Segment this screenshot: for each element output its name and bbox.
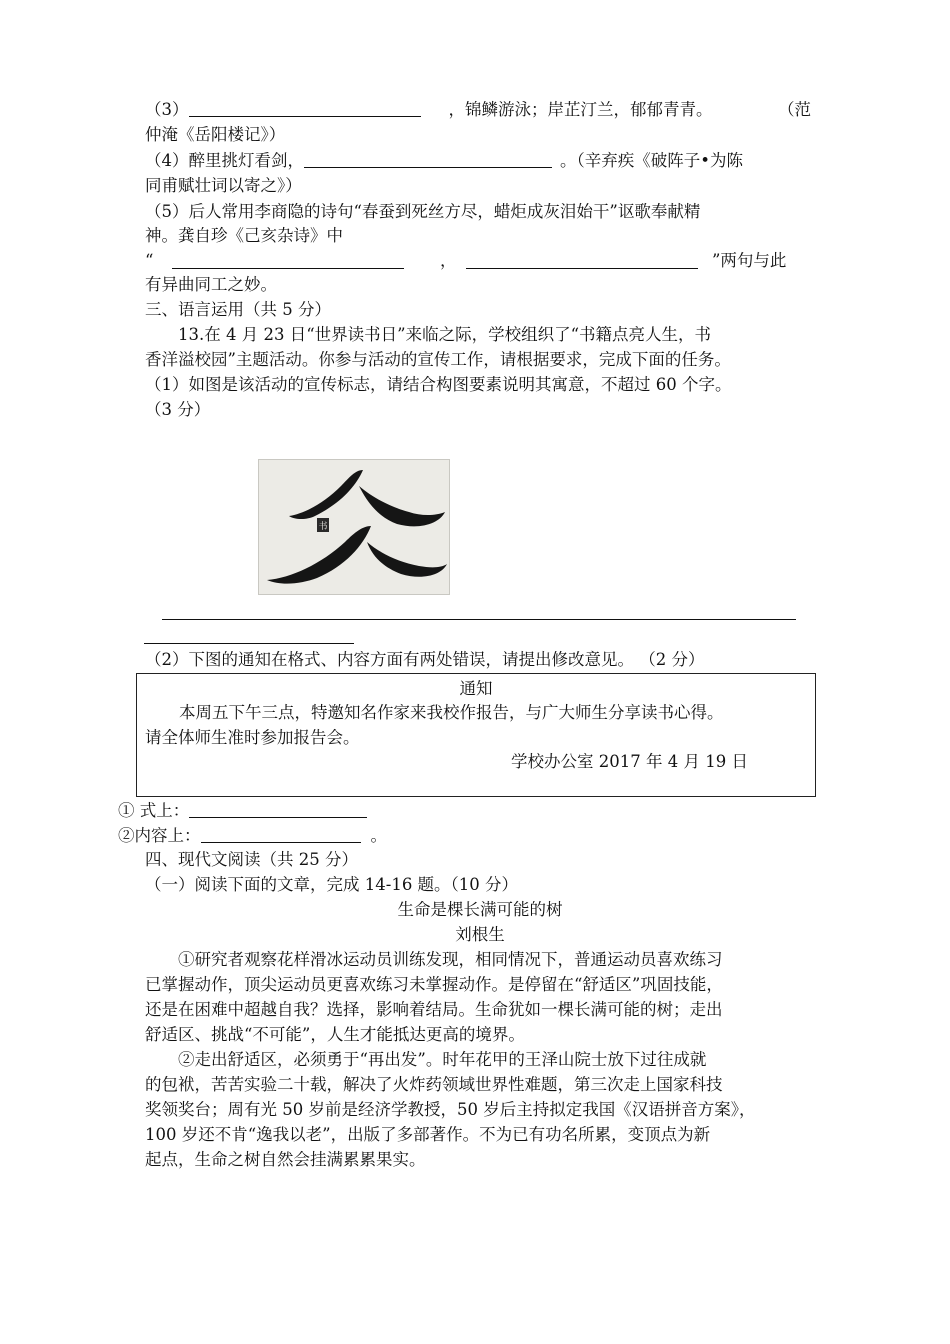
q4-answer-blank[interactable] — [304, 151, 552, 168]
q5-comma: ， — [440, 251, 457, 270]
q13-line2: 香洋溢校园”主题活动。你参与活动的宣传工作，请根据要求，完成下面的任务。 — [145, 350, 731, 369]
article-p1-line: 舒适区、挑战“不可能”，人生才能抵达更高的境界。 — [145, 1025, 525, 1044]
sub1-line1: （1）如图是该活动的宣传标志，请结合构图要素说明其寓意，不超过 60 个字。 — [145, 375, 732, 394]
format-answer-blank[interactable] — [189, 801, 367, 818]
q3-answer-blank[interactable] — [189, 100, 421, 117]
sub1-answer-line-2[interactable] — [144, 643, 354, 644]
sub1-line2: （3 分） — [145, 400, 211, 419]
q5-line1: （5）后人常用李商隐的诗句“春蚕到死丝方尽，蜡炬成灰泪始干”讴歌奉献精 — [145, 202, 701, 221]
q13-line1: 13.在 4 月 23 日“世界读书日”来临之际，学校组织了“书籍点亮人生，书 — [178, 325, 712, 344]
q3-after: ，锦鳞游泳；岸芷汀兰，郁郁青青。 — [448, 100, 713, 119]
q3-line — [145, 98, 713, 122]
q3-prefix: （3） — [145, 100, 189, 119]
notice-body-1: 本周五下午三点，特邀知名作家来我校作报告，与广大师生分享读书心得。 — [179, 703, 724, 722]
q5-answer-blank-2[interactable] — [466, 268, 698, 269]
q3-source-a: （范 — [778, 100, 811, 119]
article-title: 生命是棵长满可能的树 — [397, 900, 563, 919]
article-p1-line: 已掌握动作，顶尖运动员更喜欢练习未掌握动作。是停留在“舒适区”巩固技能， — [145, 975, 723, 994]
article-author: 刘根生 — [455, 925, 505, 944]
article-p1-line: ①研究者观察花样滑冰运动员训练发现，相同情况下，普通运动员喜欢练习 — [178, 950, 723, 969]
format-answer-line — [118, 799, 367, 823]
article-p2-line: 奖领奖台；周有光 50 岁前是经济学教授，50 岁后主持拟定我国《汉语拼音方案》， — [145, 1100, 756, 1119]
article-p2-line: ②走出舒适区，必须勇于“再出发”。时年花甲的王泽山院士放下过往成就 — [178, 1050, 707, 1069]
logo-seal-text: 书 — [318, 522, 328, 532]
article-p2-line: 100 岁还不肯“逸我以老”，出版了多部著作。不为已有功名所累，变顶点为新 — [145, 1125, 711, 1144]
section3-heading: 三、语言运用（共 5 分） — [145, 300, 331, 319]
format-label: ① 式上： — [118, 801, 190, 820]
article-p2-line: 起点，生命之树自然会挂满累累果实。 — [145, 1150, 426, 1169]
content-label: ②内容上： — [118, 826, 201, 845]
q5-close: ”两句与此 — [712, 251, 787, 270]
q4-line — [145, 149, 743, 173]
sub1-answer-line-1[interactable] — [162, 619, 796, 620]
notice-signature: 学校办公室 2017 年 4 月 19 日 — [511, 752, 748, 771]
q4-prefix: （4）醉里挑灯看剑， — [145, 151, 304, 170]
q3-source-b: 仲淹《岳阳楼记》） — [145, 125, 286, 144]
section4-heading: 四、现代文阅读（共 25 分） — [145, 850, 358, 869]
q5-open-quote: “ — [145, 251, 154, 270]
q4-source-b: 同甫赋壮词以寄之》） — [145, 176, 302, 195]
q5-answer-blank-1[interactable] — [172, 268, 404, 269]
content-answer-line — [118, 824, 387, 848]
logo-calligraphy-icon — [259, 460, 449, 594]
sub2-prompt: （2）下图的通知在格式、内容方面有两处错误，请提出修改意见。 （2 分） — [145, 650, 705, 669]
article-p1-line: 还是在困难中超越自我？选择，影响着结局。生命犹如一棵长满可能的树；走出 — [145, 1000, 723, 1019]
notice-title: 通知 — [459, 679, 493, 698]
q4-after: 。（辛弃疾《破阵子•为陈 — [560, 151, 743, 170]
article-p2-line: 的包袱，苦苦实验二十载，解决了火炸药领域世界性难题，第三次走上国家科技 — [145, 1075, 723, 1094]
section4-part1: （一）阅读下面的文章，完成 14-16 题。（10 分） — [145, 875, 519, 894]
content-end: 。 — [370, 826, 387, 845]
notice-box — [136, 673, 816, 797]
notice-body-2: 请全体师生准时参加报告会。 — [145, 728, 360, 747]
activity-logo-image — [258, 459, 450, 595]
content-answer-blank[interactable] — [201, 826, 361, 843]
q5-line2: 神。龚自珍《己亥杂诗》中 — [145, 226, 343, 245]
q5-line4: 有异曲同工之妙。 — [145, 275, 277, 294]
